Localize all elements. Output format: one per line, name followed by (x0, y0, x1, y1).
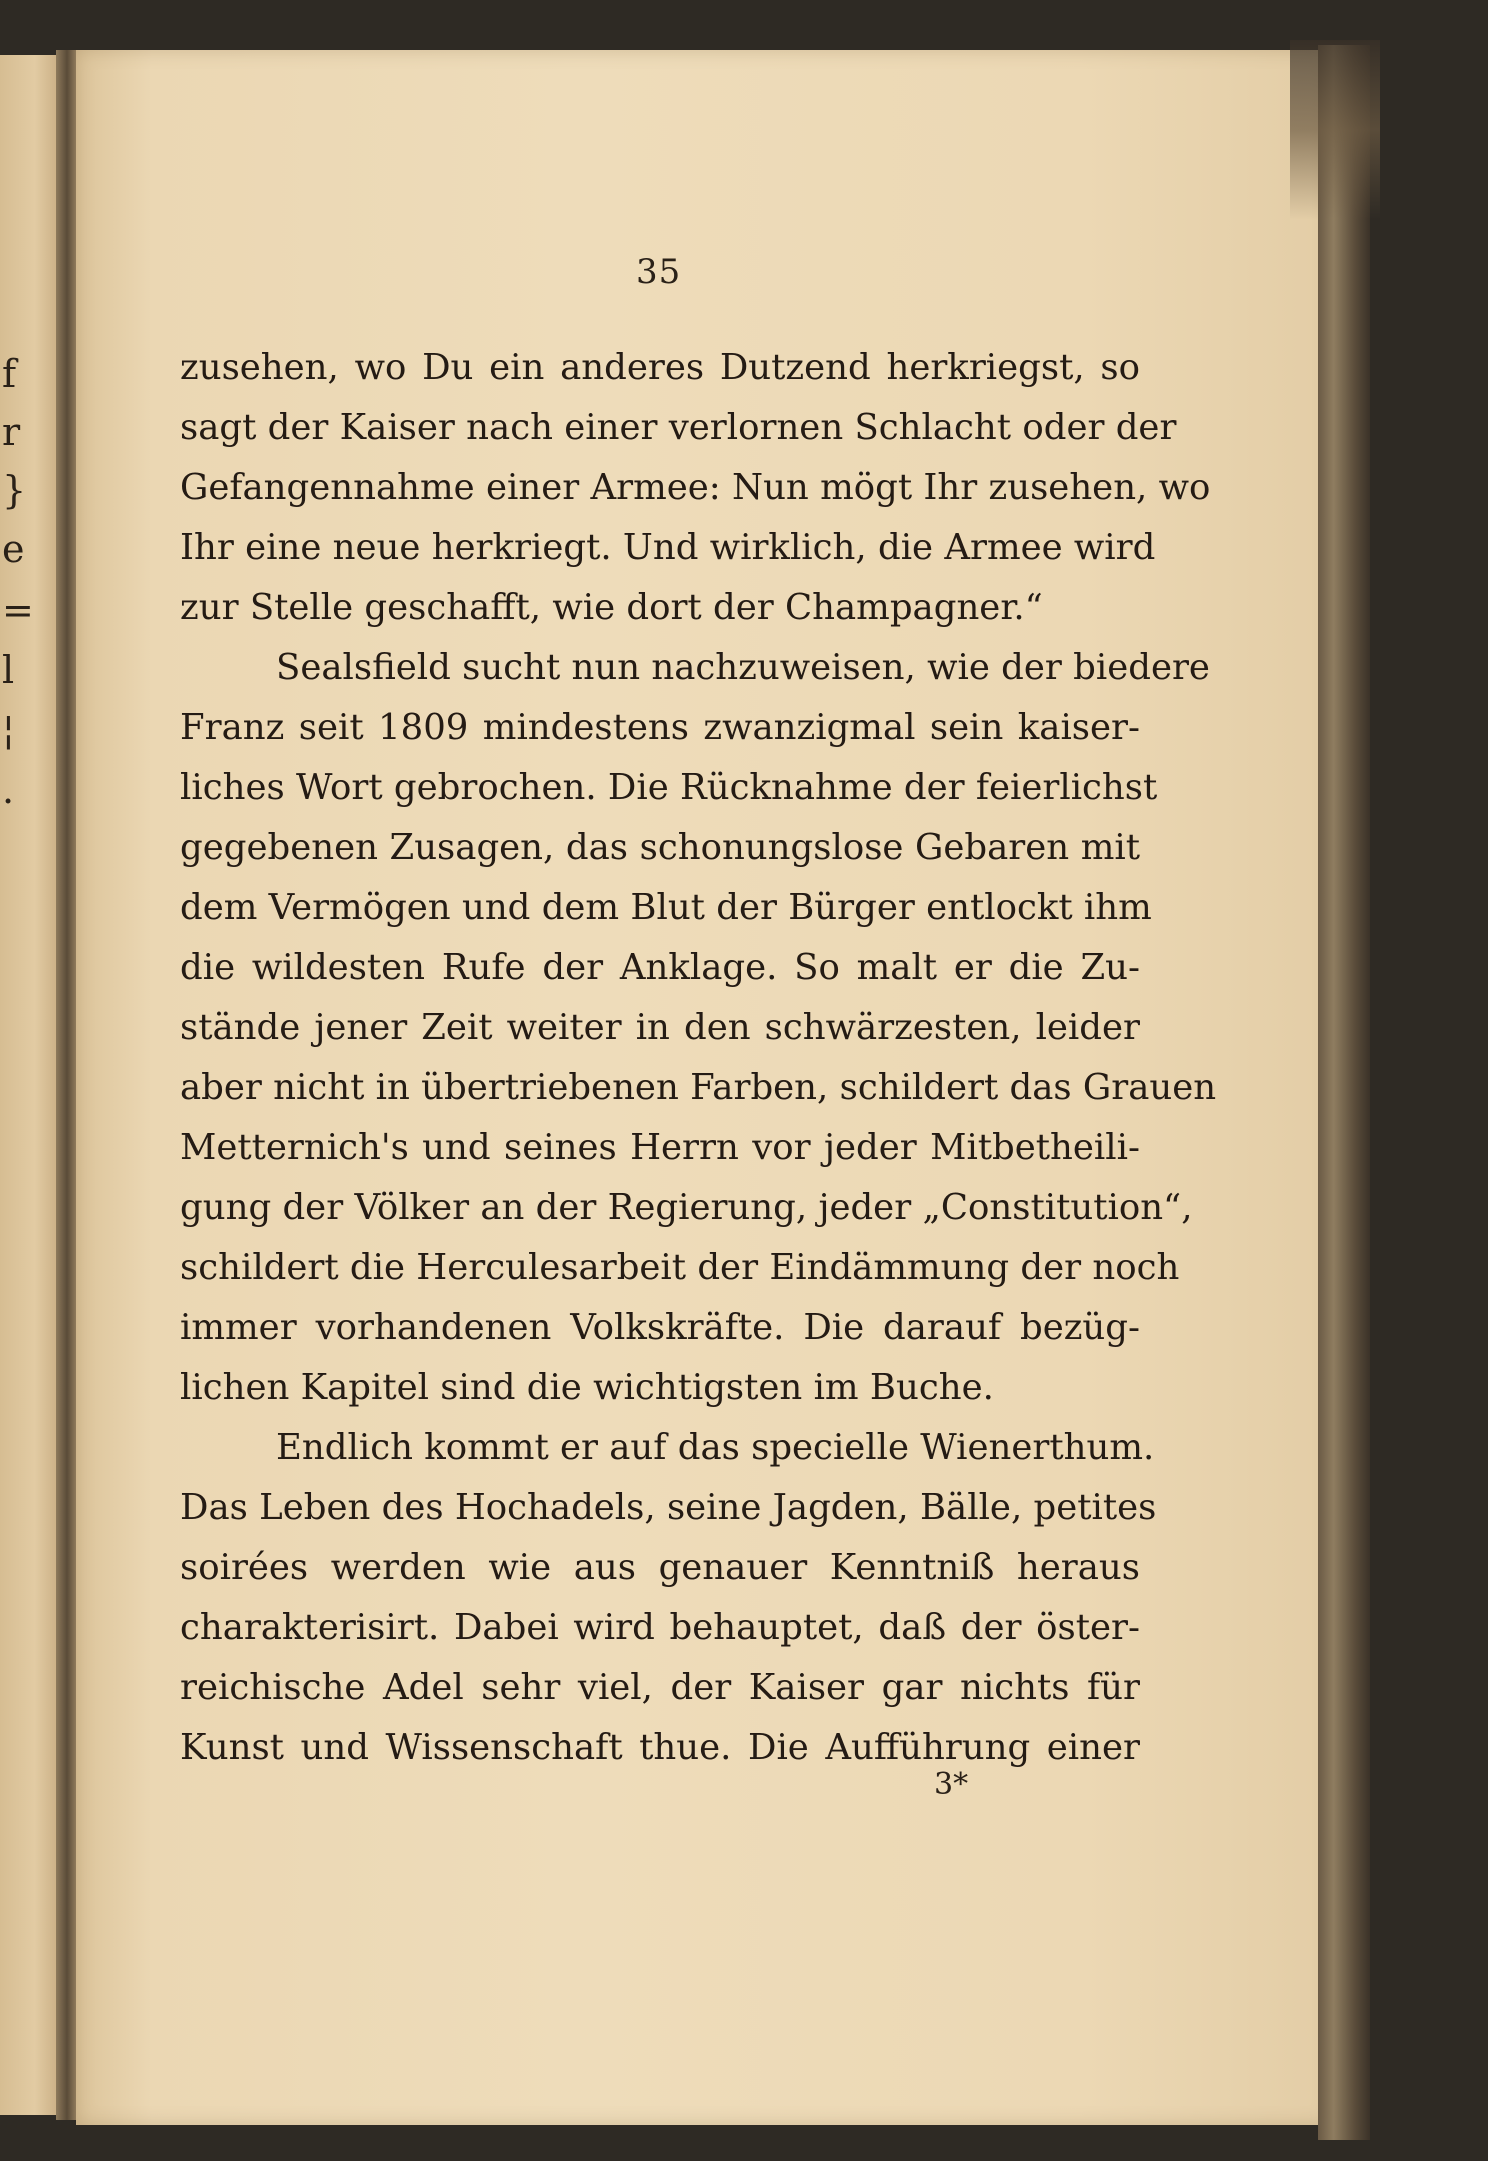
page-number: 35 (636, 252, 682, 292)
text-line: dem Vermögen und dem Blut der Bürger entlockt ihm (180, 887, 1152, 928)
left-page-fragment: e (2, 527, 25, 571)
text-line: reichische Adel sehr viel, der Kaiser gar nichts für (180, 1667, 1140, 1708)
book-gutter (56, 50, 78, 2120)
text-line: zur Stelle geschafft, wie dort der Champagner.“ (180, 587, 1043, 628)
text-line: Metternich's und seines Herrn vor jeder Mitbetheili- (180, 1127, 1140, 1168)
text-line: immer vorhandenen Volkskräfte. Die darauf bezüg- (180, 1307, 1140, 1348)
body-text (180, 338, 1217, 1778)
text-line: zusehen, wo Du ein anderes Dutzend herkriegst, so (180, 347, 1140, 388)
signature-mark: 3* (934, 1767, 969, 1802)
left-page-fragment: l (2, 648, 15, 692)
previous-page-edge (0, 55, 58, 2115)
text-line: charakterisirt. Dabei wird behauptet, daß der öster- (180, 1607, 1140, 1648)
text-line: sagt der Kaiser nach einer verlornen Schlacht oder der (180, 407, 1177, 448)
text-line: lichen Kapitel sind die wichtigsten im Buche. (180, 1367, 994, 1408)
text-line: die wildesten Rufe der Anklage. So malt er die Zu- (180, 947, 1140, 988)
left-page-fragment: r (2, 410, 21, 454)
left-page-fragment: ¦ (2, 708, 15, 752)
text-line: Kunst und Wissenschaft thue. Die Aufführung einer (180, 1727, 1140, 1768)
text-line: Endlich kommt er auf das specielle Wienerthum. (276, 1427, 1155, 1468)
book-cover-edge (1318, 45, 1370, 2140)
text-line: gung der Völker an der Regierung, jeder „Constitution“, (180, 1187, 1193, 1228)
text-line: Gefangennahme einer Armee: Nun mögt Ihr zusehen, wo (180, 467, 1211, 508)
cover-wear (1290, 40, 1380, 220)
text-line: Das Leben des Hochadels, seine Jagden, Bälle, petites (180, 1487, 1157, 1528)
left-page-fragment: } (2, 468, 27, 512)
text-line: aber nicht in übertriebenen Farben, schildert das Grauen (180, 1067, 1217, 1108)
text-line: stände jener Zeit weiter in den schwärzesten, leider (180, 1007, 1140, 1048)
left-page-fragment: . (2, 768, 15, 812)
text-line: soirées werden wie aus genauer Kenntniß heraus (180, 1547, 1140, 1588)
text-line: Sealsfield sucht nun nachzuweisen, wie der biedere (276, 647, 1210, 688)
text-line: Ihr eine neue herkriegt. Und wirklich, die Armee wird (180, 527, 1156, 568)
text-line: schildert die Herculesarbeit der Eindämmung der noch (180, 1247, 1180, 1288)
left-page-fragment: f (2, 352, 17, 396)
text-line: gegebenen Zusagen, das schonungslose Gebaren mit (180, 827, 1140, 868)
text-line: Franz seit 1809 mindestens zwanzigmal sein kaiser- (180, 707, 1140, 748)
left-page-fragment: = (2, 588, 34, 632)
text-line: liches Wort gebrochen. Die Rücknahme der feierlichst (180, 767, 1158, 808)
